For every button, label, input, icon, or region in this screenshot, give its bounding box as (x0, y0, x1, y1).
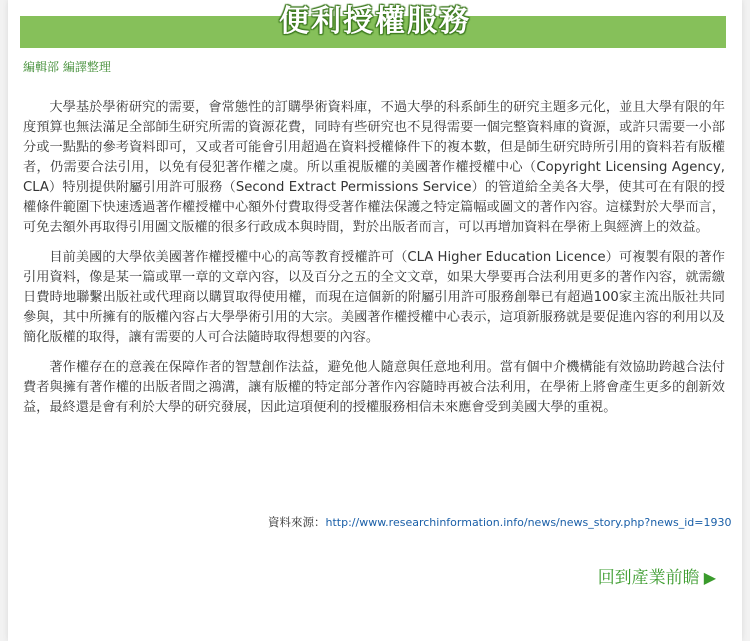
article-paragraph-3: 著作權存在的意義在保障作者的智慧創作法益，避免他人隨意與任意地利用。當有個中介機構能有效協助跨越合法付費者與擁有著作權的出版者間之鴻溝，讓有版權的特定部分著作內容隨時再被合法利用，在學術上將會產生更多的創新效益，最終還是會有利於大學的研究發展，因此這項便利的授權服務相信未來應會受到美國大學的重視。 (23, 360, 725, 415)
article-body (23, 98, 725, 428)
source-line (268, 514, 731, 530)
page-title: 便利授權服務 (279, 4, 471, 39)
article-paragraph-2: 目前美國的大學依美國著作權授權中心的高等教育授權許可（CLA Higher Education Licence）可複製有限的著作引用資料，像是某一篇或單一章的文章內容，以及百分之五的全文文章，如果大學要再合法利用更多的著作內容，就需繳日費時地聯繫出版社或代理商以購買取得使用權，而現在這個新的附屬引用許可服務創舉已有超過100家主流出版社共同參與，其中所擁有的版權內容占大學學術引用的大宗。美國著作權授權中心表示，這項新服務就是要促進內容的利用以及簡化版權的取得，讓有需要的人可合法隨時取得想要的內容。 (23, 250, 725, 345)
article-paragraph-1: 大學基於學術研究的需要，會常態性的訂購學術資料庫，不過大學的科系師生的研究主題多元化，並且大學有限的年度預算也無法滿足全部師生研究所需的資源花費，同時有些研究也不見得需要一個完整資料庫的資源，或許只需要一小部分或一點點的參考資料即可，又或者可能會引用超過在資料授權條件下的複本數，但是師生研究時所引用的資料若有版權者，仍需要合法引用，以免有侵犯著作權之虞。所以重視版權的美國著作權授權中心（Copyright Licensing Agency, CLA）特別提供附屬引用許可服務（Second Extract Permissions Service）的管道給全美各大學，使其可在有限的授權條件範圍下快速透過著作權授權中心額外付費取得受著作權法保護之特定篇幅或圖文的著作內容。這樣對於大學而言，可免去額外再取得引用圖文版權的很多行政成本與時間，對於出版者而言，可以再增加資料在學術上與經濟上的效益。 (23, 100, 725, 235)
article-page (8, 0, 742, 641)
source-label: 資料來源： (268, 515, 326, 529)
source-url-link[interactable]: http://www.researchinformation.info/news/news_story.php?news_id=1930 (325, 516, 732, 529)
back-link-label: 回到產業前瞻 (597, 568, 700, 588)
play-arrow-icon: ▶ (703, 568, 716, 587)
back-to-industry-link[interactable] (598, 563, 716, 588)
byline: 編輯部 編譯整理 (23, 60, 111, 74)
